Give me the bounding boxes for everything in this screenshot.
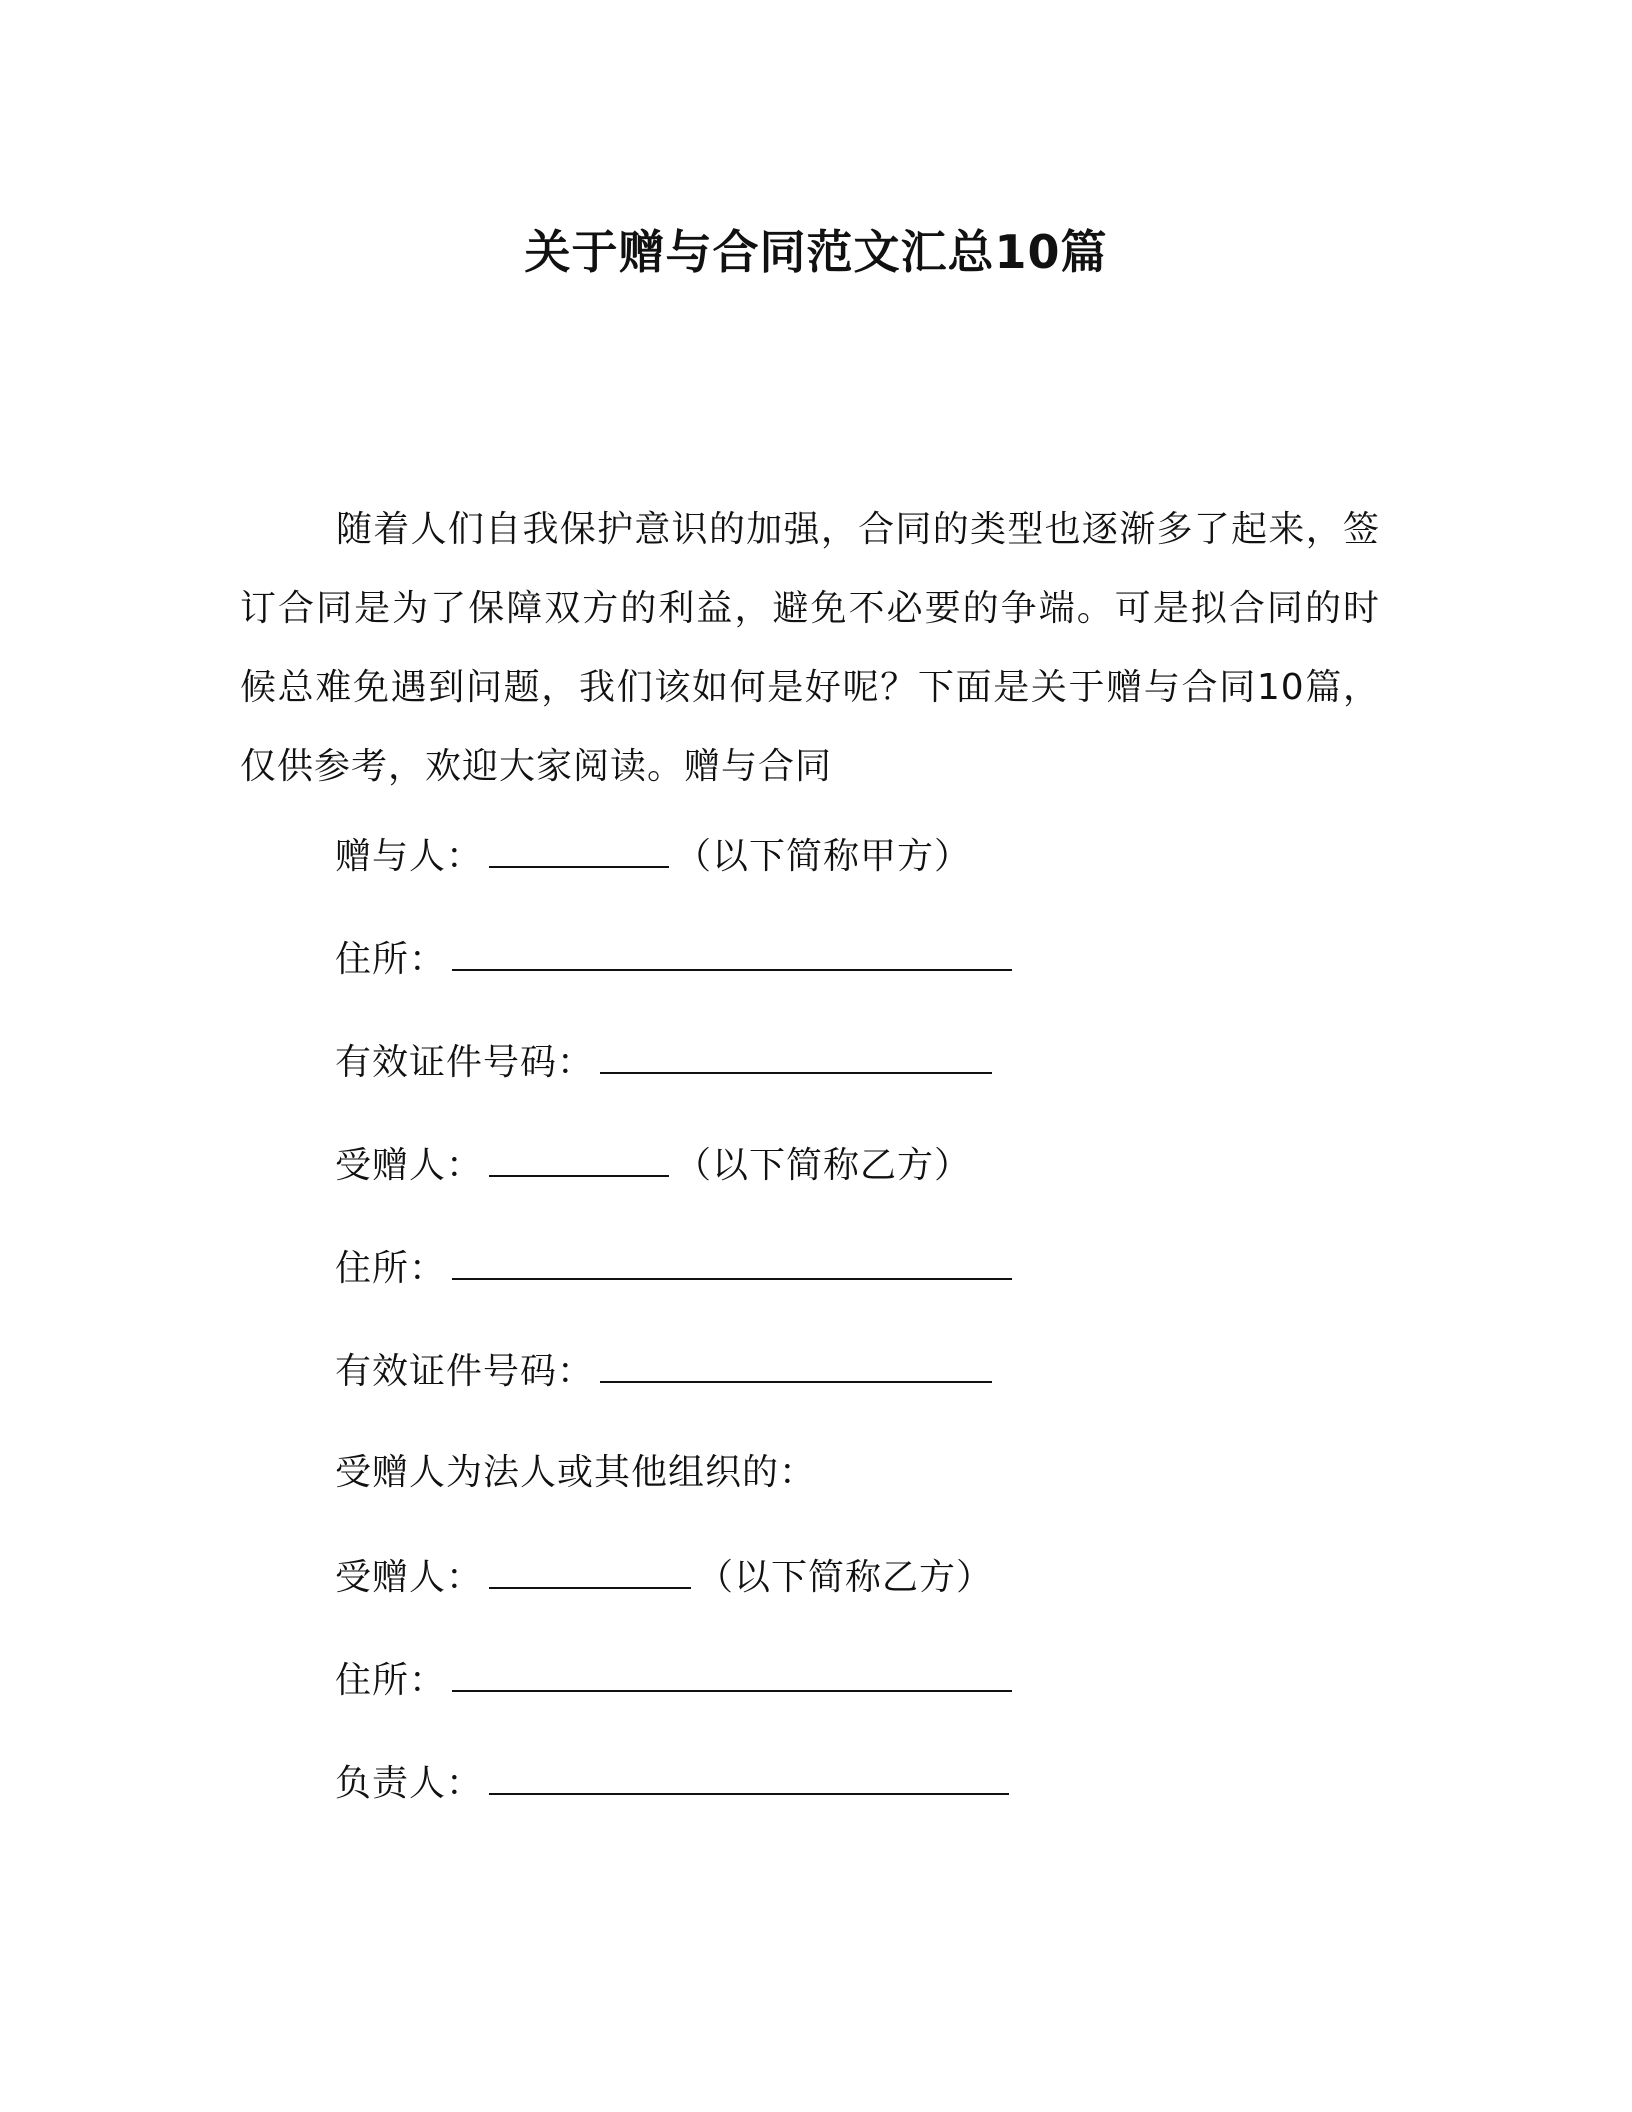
donor-id-label: 有效证件号码： [335,1042,595,1083]
donee-id-label: 有效证件号码： [335,1351,595,1392]
donor-label: 赠与人： [335,836,484,877]
donor-id-line [335,1036,1385,1088]
org-address-blank[interactable] [452,1654,1012,1692]
donor-blank[interactable] [489,830,669,868]
org-donee-line [335,1551,1385,1603]
document-title: 关于赠与合同范文汇总10篇 [524,225,1108,279]
org-address-label: 住所： [335,1660,447,1701]
responsible-person-line [335,1757,1385,1809]
org-donee-blank[interactable] [489,1551,691,1589]
donee-address-blank[interactable] [452,1242,1012,1280]
donor-address-blank[interactable] [452,933,1012,971]
donee-address-label: 住所： [335,1248,447,1289]
organization-note-label: 受赠人为法人或其他组织的： [335,1452,817,1493]
donor-address-label: 住所： [335,939,447,980]
donee-line [335,1139,1385,1191]
donee-label: 受赠人： [335,1145,484,1186]
responsible-person-label: 负责人： [335,1763,484,1804]
donee-id-blank[interactable] [600,1345,992,1383]
donee-id-line [335,1345,1385,1397]
org-donee-label: 受赠人： [335,1557,484,1598]
donee-blank[interactable] [489,1139,669,1177]
responsible-person-blank[interactable] [489,1757,1009,1795]
organization-note [335,1448,1385,1498]
donor-suffix: （以下简称甲方） [675,836,972,877]
donor-id-blank[interactable] [600,1036,992,1074]
org-address-line [335,1654,1385,1706]
org-donee-suffix: （以下简称乙方） [697,1557,994,1598]
donor-address-line [335,933,1385,985]
intro-paragraph: 随着人们自我保护意识的加强，合同的类型也逐渐多了起来，签订合同是为了保障双方的利益，避免不必要的争端。可是拟合同的时候总难免遇到问题，我们该如何是好呢？下面是关于赠与合同10篇，仅供参考，欢迎大家阅读。赠与合同 [240,509,1380,787]
donee-address-line [335,1242,1385,1294]
donor-line [335,830,1385,882]
donee-suffix: （以下简称乙方） [675,1145,972,1186]
